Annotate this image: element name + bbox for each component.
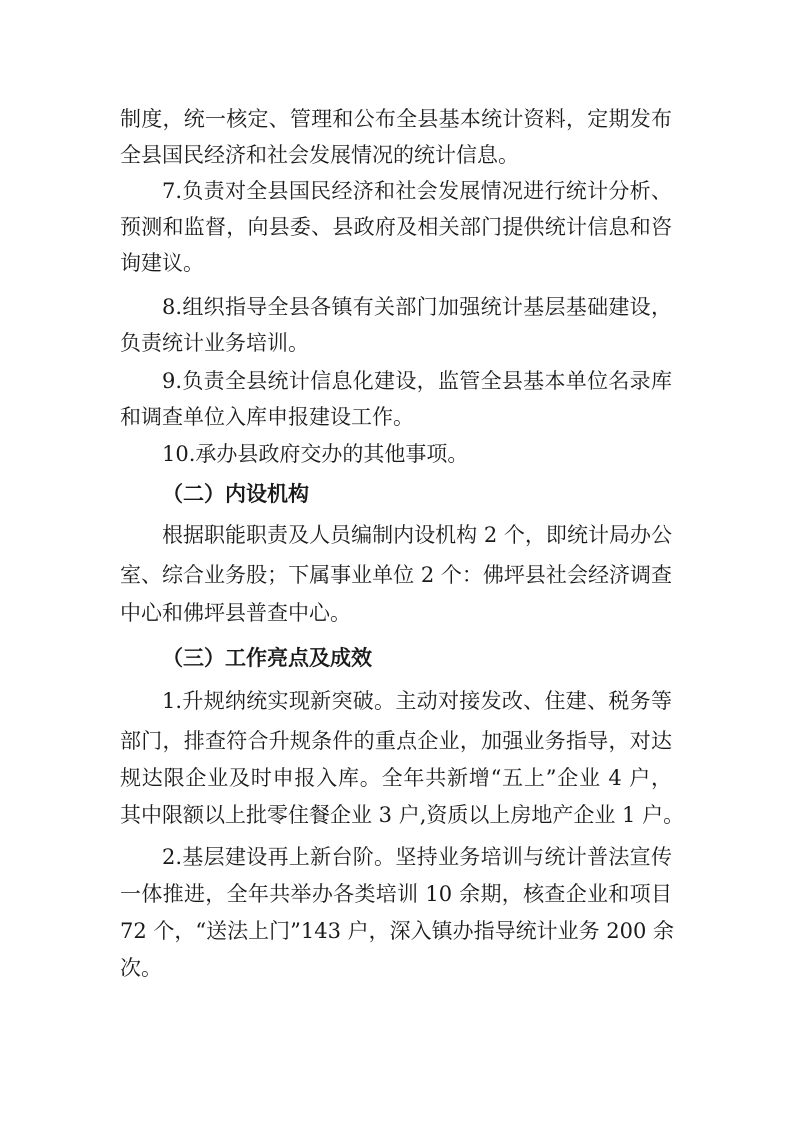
text-line: 负责统计业务培训。: [120, 331, 309, 355]
text-line: 7.负责对全县国民经济和社会发展情况进行统计分析、: [162, 179, 672, 203]
text-line: 中心和佛坪县普查中心。: [120, 601, 351, 625]
text-line: 72 个，“送法上门”143 户，深入镇办指导统计业务 200 余: [120, 919, 675, 943]
text-line: 8.组织指导全县各镇有关部门加强统计基层基础建设，: [162, 295, 672, 319]
text-line: 全县国民经济和社会发展情况的统计信息。: [120, 143, 519, 167]
text-line: 根据职能职责及人员编制内设机构 2 个，即统计局办公: [162, 523, 672, 547]
text-line: 1.升规纳统实现新突破。主动对接发改、住建、税务等: [162, 689, 672, 713]
text-line: 10.承办县政府交办的其他事项。: [162, 442, 469, 466]
text-line: 2.基层建设再上新台阶。坚持业务培训与统计普法宣传: [162, 845, 672, 869]
text-line: 次。: [120, 956, 162, 980]
text-line: 9.负责全县统计信息化建设，监管全县基本单位名录库: [162, 369, 672, 393]
text-line: 室、综合业务股；下属事业单位 2 个：佛坪县社会经济调查: [120, 563, 672, 587]
text-line: 部门，排查符合升规条件的重点企业，加强业务指导，对达: [120, 729, 672, 753]
text-line: 询建议。: [120, 251, 204, 275]
text-line: 规达限企业及时申报入库。全年共新增“五上”企业 4 户，: [120, 766, 672, 790]
section-heading: （二）内设机构: [162, 481, 309, 506]
text-line: 和调查单位入库申报建设工作。: [120, 405, 414, 429]
text-line: 预测和监督，向县委、县政府及相关部门提供统计信息和咨: [120, 215, 672, 239]
text-line: 制度，统一核定、管理和公布全县基本统计资料，定期发布: [120, 107, 672, 131]
text-line: 其中限额以上批零住餐企业 3 户,资质以上房地产企业 1 户。: [120, 803, 685, 827]
section-heading: （三）工作亮点及成效: [162, 645, 372, 670]
text-line: 一体推进，全年共举办各类培训 10 余期，核查企业和项目: [120, 882, 672, 906]
